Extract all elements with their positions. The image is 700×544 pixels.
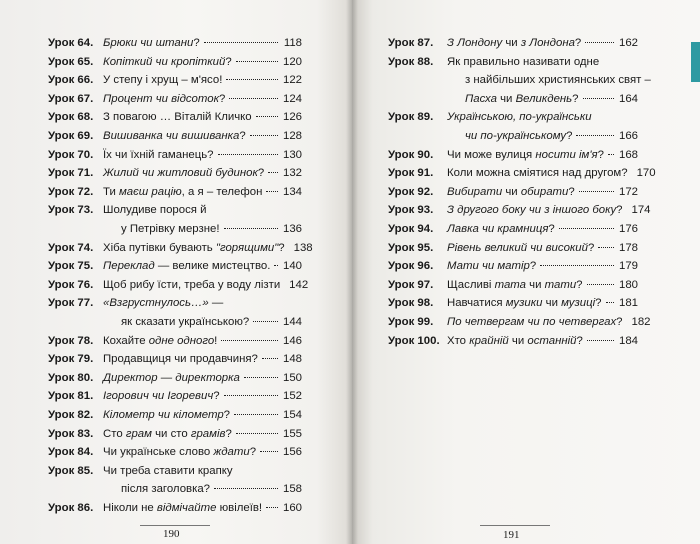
- italic-term: З другого боку чи з іншого боку: [447, 204, 617, 217]
- title-text: ?: [548, 223, 555, 235]
- italic-term: одне одного: [148, 334, 215, 347]
- toc-title: [465, 130, 572, 143]
- dot-leader: [250, 135, 278, 136]
- toc-page-number: 166: [618, 130, 638, 142]
- toc-leader-line: [103, 502, 302, 515]
- toc-page-number: 146: [282, 334, 302, 347]
- title-text: ?: [223, 409, 230, 421]
- lesson-label: Урок 73.: [48, 204, 94, 217]
- title-text: ?: [616, 316, 623, 328]
- toc-title-first-line: [103, 297, 223, 310]
- toc-title-first-line: [447, 111, 592, 124]
- lesson-label: Урок 93.: [388, 204, 434, 217]
- title-text: Кохайте: [103, 334, 149, 347]
- italic-term: Лавка чи крамниця: [447, 223, 549, 235]
- dot-leader: [608, 154, 614, 155]
- title-text: Шолудиве порося й: [103, 204, 207, 217]
- lesson-label: Урок 64.: [48, 37, 94, 49]
- toc-title: [103, 37, 200, 50]
- toc-leader-line: [103, 390, 302, 403]
- toc-leader-line: [103, 37, 302, 50]
- toc-leader-line: [121, 483, 302, 496]
- lesson-label: Урок 87.: [388, 37, 434, 49]
- title-text: З повагою … Віталій Кличко: [103, 111, 252, 124]
- toc-leader-line: [103, 56, 302, 69]
- title-text: ?: [225, 427, 232, 440]
- dot-leader: [587, 340, 614, 341]
- toc-page-number: 164: [618, 92, 638, 105]
- dot-leader: [266, 191, 278, 192]
- toc-leader-line: [103, 428, 302, 441]
- dot-leader: [221, 340, 278, 341]
- toc-page-number: 118: [283, 37, 302, 49]
- italic-term: «Взгрустнулось…»: [103, 297, 209, 310]
- lesson-label: Урок 79.: [48, 353, 94, 366]
- italic-term: з Лондона: [520, 37, 575, 49]
- toc-page-number: 138: [293, 241, 313, 254]
- toc-title: [447, 204, 623, 217]
- title-text: ?: [213, 390, 220, 403]
- toc-title: [447, 279, 583, 292]
- toc-leader-line: [447, 223, 638, 236]
- toc-leader-line: [121, 223, 302, 236]
- toc-page-number: 155: [282, 427, 302, 440]
- toc-leader-line: [447, 260, 638, 273]
- lesson-label: Урок 88.: [388, 55, 434, 68]
- toc-title: [447, 167, 628, 180]
- toc-title: [447, 149, 604, 162]
- title-text: чи: [502, 37, 521, 49]
- dot-leader: [229, 98, 278, 99]
- dot-leader: [583, 98, 614, 99]
- toc-leader-line: [103, 335, 302, 348]
- title-text: ?: [597, 148, 604, 161]
- lesson-label: Урок 92.: [388, 185, 434, 198]
- title-text: ?: [257, 167, 265, 180]
- toc-leader-line: [103, 186, 302, 199]
- toc-title: [103, 260, 270, 273]
- toc-leader-line: [121, 316, 302, 329]
- italic-term: "горящими": [215, 241, 279, 254]
- italic-term: грамів: [190, 427, 226, 440]
- toc-page-number: 174: [631, 204, 651, 217]
- lesson-label: Урок 99.: [388, 316, 434, 328]
- toc-page-number: 122: [282, 74, 302, 87]
- italic-term: Брюки чи штани: [103, 37, 194, 49]
- toc-title: [103, 502, 262, 515]
- dot-leader: [579, 191, 614, 192]
- toc-title: [103, 167, 264, 180]
- title-text: ?: [568, 185, 575, 198]
- italic-term: Мати чи матір: [447, 260, 530, 273]
- toc-leader-line: [103, 149, 302, 162]
- toc-page-number: 179: [618, 260, 638, 273]
- title-text: Навчатися: [447, 297, 506, 310]
- italic-term: З Лондону: [447, 37, 503, 49]
- title-text: Як правильно називати одне: [447, 55, 600, 68]
- title-text: ?: [566, 130, 573, 142]
- lesson-label: Урок 65.: [48, 55, 94, 68]
- italic-term: Жилий чи житловий будинок: [103, 167, 258, 180]
- title-text: ?: [529, 260, 537, 273]
- toc-leader-line: [465, 93, 638, 106]
- toc-page-number: 126: [282, 111, 302, 124]
- lesson-label: Урок 84.: [48, 446, 94, 459]
- folio-rule-right: [480, 525, 550, 526]
- lesson-label: Урок 96.: [388, 260, 434, 273]
- folio-rule-left: [140, 525, 210, 526]
- toc-page-number: 150: [282, 371, 302, 384]
- title-text: Чи може вулиця: [447, 148, 536, 161]
- italic-term: По четвергам чи по четвергах: [447, 316, 617, 328]
- toc-title: [447, 186, 575, 199]
- toc-title-middle-line: [465, 74, 651, 87]
- title-text: після заголовка?: [121, 483, 210, 496]
- title-text: Продавщиця чи продавчиня?: [103, 353, 258, 366]
- dot-leader: [236, 61, 278, 62]
- section-tab: [691, 42, 700, 82]
- lesson-label: Урок 94.: [388, 223, 434, 235]
- italic-term: тата: [494, 278, 526, 291]
- italic-term: обирати: [520, 185, 569, 198]
- toc-leader-line: [447, 37, 638, 50]
- lesson-label: Урок 72.: [48, 185, 94, 198]
- toc-page-number: 132: [282, 167, 302, 180]
- dot-leader: [244, 377, 278, 378]
- italic-term: Директор — директорка: [103, 371, 240, 384]
- toc-page-number: 181: [618, 297, 638, 310]
- title-text: Щоб рибу їсти, треба у воду лізти: [103, 278, 281, 291]
- lesson-label: Урок 91.: [388, 167, 434, 180]
- toc-leader-line: [447, 186, 638, 199]
- title-text: Коли можна сміятися над другом?: [447, 167, 628, 180]
- title-text: ?: [595, 297, 602, 310]
- lesson-label: Урок 70.: [48, 148, 94, 161]
- italic-term: Процент чи відсоток: [103, 92, 219, 105]
- toc-page-number: 130: [282, 148, 302, 161]
- title-text: чи: [542, 297, 562, 310]
- toc-title: [103, 409, 230, 422]
- title-text: Ти: [103, 185, 119, 198]
- dot-leader: [606, 302, 614, 303]
- toc-leader-line: [103, 260, 302, 273]
- title-text: ?: [572, 92, 579, 105]
- toc-page-number: 170: [636, 167, 656, 180]
- toc-title: [103, 93, 225, 106]
- toc-title: [103, 56, 232, 69]
- dot-leader: [224, 395, 278, 396]
- toc-page-number: 120: [282, 55, 302, 68]
- toc-leader-line: [103, 74, 302, 87]
- toc-leader-line: [103, 167, 302, 180]
- dot-leader: [274, 265, 278, 266]
- toc-title: [103, 130, 246, 143]
- toc-title: [103, 149, 214, 162]
- title-text: як сказати українською?: [121, 316, 250, 328]
- lesson-label: Урок 78.: [48, 334, 94, 347]
- toc-leader-line: [103, 409, 302, 422]
- dot-leader: [214, 488, 278, 489]
- toc-title: [103, 446, 256, 459]
- italic-term: маєш рацію: [118, 185, 182, 198]
- dot-leader: [260, 451, 278, 452]
- italic-term: Українською, по-українськи: [447, 111, 592, 124]
- title-text: Ніколи не: [103, 502, 157, 514]
- toc-page-number: 128: [282, 130, 302, 142]
- toc-page-number: 134: [282, 185, 302, 198]
- lesson-label: Урок 98.: [388, 297, 434, 310]
- toc-title: [103, 186, 262, 199]
- toc-title: [447, 335, 583, 348]
- lesson-label: Урок 97.: [388, 278, 434, 291]
- title-text: ювілеїв!: [216, 502, 263, 514]
- title-text: чи: [496, 92, 516, 105]
- lesson-label: Урок 86.: [48, 502, 94, 514]
- title-text: чи сто: [151, 427, 191, 440]
- dot-leader: [234, 414, 278, 415]
- toc-leader-line: [103, 93, 302, 106]
- dot-leader: [559, 228, 614, 229]
- toc-page-number: 142: [289, 278, 309, 291]
- lesson-label: Урок 68.: [48, 111, 94, 124]
- toc-page-number: 136: [282, 223, 302, 235]
- lesson-label: Урок 85.: [48, 464, 94, 477]
- toc-title: [121, 483, 210, 496]
- toc-title: [103, 353, 258, 366]
- title-text: ?: [574, 37, 582, 49]
- toc-title: [103, 242, 285, 255]
- title-text: ?: [616, 204, 623, 217]
- title-text: Хто: [447, 334, 470, 347]
- lesson-label: Урок 71.: [48, 167, 94, 180]
- title-text: ?: [576, 334, 583, 347]
- lesson-label: Урок 77.: [48, 297, 94, 310]
- toc-page-number: 180: [618, 278, 638, 291]
- dot-leader: [585, 42, 614, 43]
- toc-leader-line: [447, 167, 656, 180]
- lesson-label: Урок 74.: [48, 241, 94, 254]
- italic-term: грам: [125, 427, 152, 440]
- toc-page-number: 124: [282, 92, 302, 105]
- italic-term: Великдень: [515, 92, 573, 105]
- toc-title: [447, 223, 555, 236]
- toc-leader-line: [447, 204, 651, 217]
- toc-title: [447, 37, 581, 50]
- toc-title-first-line: [103, 465, 233, 478]
- italic-term: музики: [505, 297, 543, 310]
- title-text: ?: [278, 241, 285, 254]
- dot-leader: [224, 228, 279, 229]
- toc-leader-line: [103, 130, 302, 143]
- toc-leader-line: [103, 278, 309, 292]
- lesson-label: Урок 89.: [388, 111, 434, 124]
- italic-term: носити ім'я: [535, 148, 598, 161]
- toc-page-number: 144: [282, 316, 302, 328]
- toc-title: [447, 242, 594, 255]
- toc-title: [103, 390, 220, 403]
- toc-leader-line: [103, 353, 302, 366]
- italic-term: останній: [527, 334, 577, 347]
- toc-leader-line: [103, 372, 302, 385]
- toc-title: [447, 316, 623, 329]
- toc-leader-line: [447, 316, 651, 329]
- italic-term: Копіткий чи кропіткий: [103, 55, 226, 68]
- lesson-label: Урок 66.: [48, 74, 94, 87]
- toc-page-number: 168: [618, 148, 638, 161]
- toc-page-number: 154: [282, 409, 302, 421]
- toc-page-number: 140: [282, 260, 302, 273]
- dot-leader: [262, 358, 278, 359]
- dot-leader: [598, 247, 614, 248]
- lesson-label: Урок 80.: [48, 371, 94, 384]
- title-text: —: [208, 297, 224, 310]
- title-text: у Петрівку мерзне!: [121, 223, 220, 235]
- italic-term: Вибирати: [447, 185, 503, 198]
- dot-leader: [256, 116, 278, 117]
- toc-page-number: 182: [631, 316, 651, 328]
- toc-title: [103, 111, 252, 124]
- toc-leader-line: [103, 446, 302, 459]
- dot-leader: [587, 284, 614, 285]
- lesson-label: Урок 90.: [388, 148, 434, 161]
- title-text: чи: [526, 278, 545, 291]
- toc-title-first-line: [103, 204, 206, 217]
- italic-term: музиці: [561, 297, 596, 310]
- title-text: У степу і хрущ – м'ясо!: [103, 74, 223, 87]
- dot-leader: [204, 42, 278, 43]
- title-text: , а я – телефон: [181, 185, 263, 198]
- toc-page-number: 160: [282, 502, 302, 514]
- toc-page-number: 148: [282, 353, 302, 366]
- dot-leader: [540, 265, 614, 266]
- title-text: чи: [502, 185, 521, 198]
- page-number-right: 191: [503, 529, 520, 541]
- italic-term: крайній: [469, 334, 509, 347]
- toc-page-number: 156: [282, 446, 302, 459]
- lesson-label: Урок 69.: [48, 130, 94, 142]
- toc-title: [465, 93, 579, 106]
- title-text: — велике мистецтво.: [154, 260, 271, 273]
- toc-page-number: 172: [618, 185, 638, 198]
- lesson-label: Урок 95.: [388, 241, 434, 254]
- dot-leader: [253, 321, 278, 322]
- toc-title: [121, 316, 249, 329]
- toc-page-number: 178: [618, 241, 638, 254]
- dot-leader: [576, 135, 614, 136]
- title-text: ?: [249, 446, 257, 459]
- dot-leader: [226, 79, 278, 80]
- italic-term: тати: [544, 278, 577, 291]
- italic-term: Вишиванка чи вишиванка: [103, 130, 240, 142]
- title-text: чи: [508, 334, 528, 347]
- toc-page-number: 176: [618, 223, 638, 235]
- toc-page-number: 184: [618, 334, 638, 347]
- title-text: ?: [193, 37, 200, 49]
- toc-page-number: 158: [282, 483, 302, 496]
- page-number-left: 190: [163, 528, 180, 540]
- toc-page-number: 162: [618, 37, 638, 49]
- title-text: Їх чи їхній гаманець?: [103, 148, 214, 161]
- toc-leader-line: [465, 130, 638, 143]
- toc-leader-line: [103, 241, 313, 255]
- toc-title: [103, 428, 232, 441]
- toc-leader-line: [447, 149, 638, 162]
- toc-leader-line: [447, 297, 638, 310]
- title-text: !: [214, 334, 218, 347]
- title-text: Чи треба ставити крапку: [103, 464, 233, 477]
- italic-term: Кілометр чи кілометр: [103, 409, 224, 421]
- italic-term: відмічайте: [156, 502, 217, 514]
- toc-title: [103, 74, 222, 87]
- dot-leader: [266, 507, 278, 508]
- toc-page-number: 152: [282, 390, 302, 403]
- lesson-label: Урок 100.: [388, 334, 440, 347]
- italic-term: Ігорович чи Ігоревич: [103, 390, 214, 403]
- toc-title: [103, 372, 240, 385]
- book-gutter: [346, 0, 358, 544]
- italic-term: Пасха: [465, 92, 497, 105]
- toc-leader-line: [103, 111, 302, 124]
- italic-term: ждати: [213, 446, 250, 459]
- toc-title-first-line: [447, 56, 599, 69]
- title-text: ?: [587, 241, 595, 254]
- lesson-label: Урок 76.: [48, 278, 94, 291]
- toc-title: [103, 335, 217, 348]
- lesson-label: Урок 67.: [48, 92, 94, 105]
- italic-term: Рівень великий чи високий: [447, 241, 588, 254]
- title-text: ?: [218, 92, 226, 105]
- lesson-label: Урок 75.: [48, 260, 94, 273]
- toc-leader-line: [447, 335, 638, 348]
- toc-title: [103, 279, 280, 292]
- toc-leader-line: [447, 279, 638, 292]
- title-text: ?: [225, 55, 232, 68]
- title-text: Щасливі: [447, 278, 495, 291]
- lesson-label: Урок 82.: [48, 409, 94, 421]
- title-text: з найбільших християнських свят –: [465, 74, 651, 87]
- italic-term: Переклад: [103, 260, 155, 273]
- lesson-label: Урок 83.: [48, 427, 94, 440]
- dot-leader: [268, 172, 278, 173]
- title-text: Сто: [103, 427, 126, 440]
- right-page: [352, 0, 700, 544]
- dot-leader: [236, 433, 278, 434]
- title-text: Хіба путівки бувають: [103, 241, 216, 254]
- dot-leader: [218, 154, 278, 155]
- title-text: Чи українське слово: [103, 446, 214, 459]
- toc-title: [447, 260, 536, 273]
- italic-term: чи по-українському: [465, 130, 567, 142]
- toc-leader-line: [447, 242, 638, 255]
- title-text: ?: [576, 278, 583, 291]
- toc-title: [447, 297, 602, 310]
- title-text: ?: [239, 130, 246, 142]
- lesson-label: Урок 81.: [48, 390, 94, 403]
- toc-title: [121, 223, 220, 236]
